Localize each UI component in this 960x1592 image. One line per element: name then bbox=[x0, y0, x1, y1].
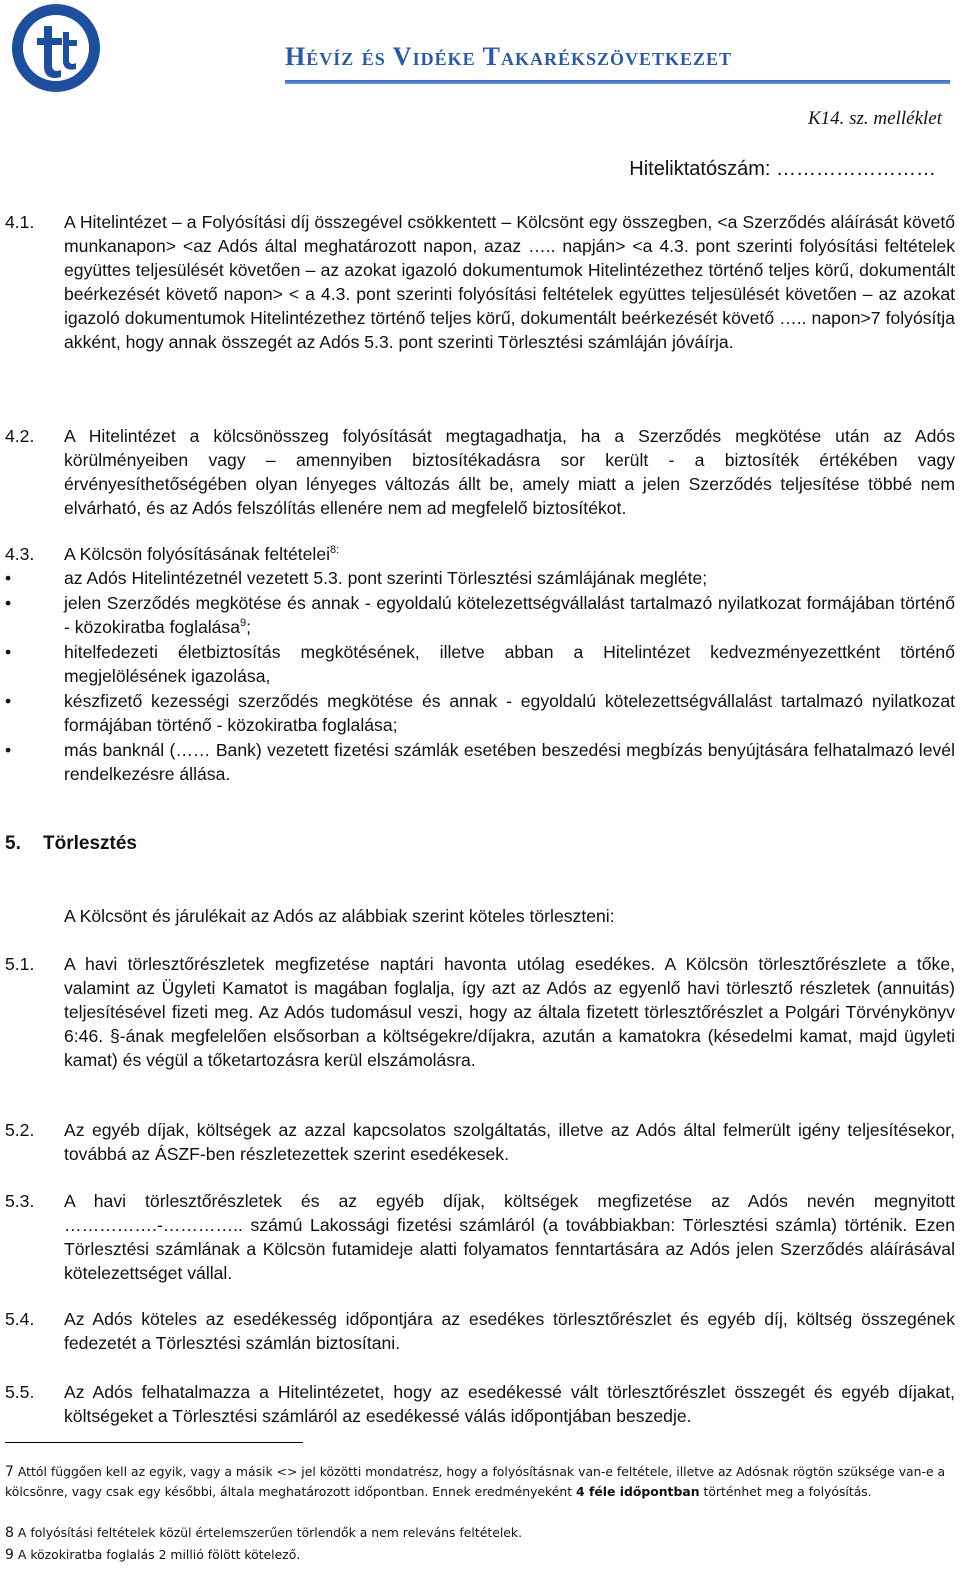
section-5-5 bbox=[5, 1380, 955, 1428]
credit-id-label: Hiteliktatószám: …………………… bbox=[629, 158, 936, 180]
section-text: A havi törlesztőrészletek megfizetése naptári havonta utólag esedékes. A Kölcsön törlesztőrészlete a tőke, valamint az Ügyleti Kamatot is magában foglalja, így azt az Adós az egyenlő havi törlesztő részletek (annuitás) teljesítésével fizeti meg. Az Adós tudomásul veszi, hogy az általa fizetett törlesztőrészlet a Polgári Törvénykönyv 6:46. §-ának megfelelően elsősorban a költségekre/díjakra, azután a kamatokra (késedelmi kamat, majd ügyleti kamat) és végül a tőketartozásra kerül elszámolásra. bbox=[64, 954, 955, 1070]
section-5-4 bbox=[5, 1307, 955, 1355]
section-4-2 bbox=[5, 424, 955, 520]
footnote-ref-9: 9 bbox=[240, 617, 247, 630]
bullet-icon: • bbox=[5, 642, 12, 662]
section-5-1 bbox=[5, 952, 955, 1072]
bullet-icon: • bbox=[5, 740, 12, 760]
footnote-mark: 9 bbox=[5, 1547, 14, 1563]
section-number: 5.3. bbox=[5, 1191, 35, 1211]
section-5-3 bbox=[5, 1189, 955, 1285]
section-5-heading bbox=[5, 832, 137, 856]
bullet-icon: • bbox=[5, 568, 12, 588]
section-number: 5.2. bbox=[5, 1120, 35, 1140]
section-title: A Kölcsön folyósításának feltételei bbox=[64, 544, 331, 564]
list-item: • készfizető kezességi szerződés megkötése és annak - egyoldalú kötelezettségvállalást tartalmazó nyilatkozat formájában történő - közokiratba foglalása; bbox=[5, 691, 955, 735]
annex-label: K14. sz. melléklet bbox=[807, 108, 942, 129]
list-item: • az Adós Hitelintézetnél vezetett 5.3. pont szerinti Törlesztési számlájának megléte; bbox=[5, 568, 708, 588]
bank-logo bbox=[8, 0, 104, 96]
section-text: A Hitelintézet a kölcsönösszeg folyósítását megtagadhatja, ha a Szerződés megkötése után az Adós körülményeiben vagy – amennyiben biztosítékadásra sor került - a biztosíték értékében vagy érvényesíthetőségében olyan lényeges változás állt be, amely miatt a jelen Szerződés teljesítése többé nem elvárható, és az Adós felszólítás ellenére nem ad megfelelő biztosítékot. bbox=[64, 426, 955, 518]
section-4-1 bbox=[5, 210, 955, 354]
bank-name: Hévíz és Vidéke Takarékszövetkezet bbox=[285, 42, 733, 71]
section-text: A Hitelintézet – a Folyósítási díj összegével csökkentett – Kölcsönt egy összegben, <a Szerződés aláírását követő munkanapon> <az Adós által meghatározott napon, azaz ….. napján> <a 4.3. pont szerinti folyósítási feltételek együttes teljesülését követően – az azokat igazoló dokumentumok Hitelintézethez történő teljes körű, dokumentált beérkezését követő napon> < a 4.3. pont szerinti folyósítási feltételek együttes teljesülését követően – az azokat igazoló dokumentumok Hitelintézethez történő teljes körű, dokumentált beérkezését követő ….. napon>7 folyósítja akként, hogy annak összegét az Adós 5.3. pont szerinti Törlesztési számláján jóváírja. bbox=[64, 212, 955, 352]
section-title: Törlesztés bbox=[43, 833, 137, 854]
section-number: 5. bbox=[5, 833, 21, 854]
footnote-mark: 8 bbox=[5, 1525, 14, 1541]
footnote-7: 7 Attól függően kell az egyik, vagy a másik <> jel közötti mondatrész, hogy a folyósításnak van-e feltétele, illetve az Adósnak rögtön szüksége van-e a kölcsönre, vagy csak egy későbbi, általa meghatározott időpontban. Ennek eredményeként 4 féle időpontban történhet meg a folyósítás. bbox=[5, 1464, 946, 1499]
footnote-8: 8 A folyósítási feltételek közül értelemszerűen törlendők a nem releváns feltételek. bbox=[5, 1525, 523, 1541]
footnote-mark: 7 bbox=[5, 1464, 14, 1480]
section-5-2 bbox=[5, 1118, 955, 1166]
section-text: Az egyéb díjak, költségek az azzal kapcsolatos szolgáltatás, illetve az Adós által felmerült igény teljesítésekor, továbbá az ÁSZF-ben részletezettek szerint esedékesek. bbox=[64, 1120, 955, 1164]
section-text: Az Adós köteles az esedékesség időpontjára az esedékes törlesztőrészlet és egyéb díj, költség összegének fedezetét a Törlesztési számlán biztosítani. bbox=[64, 1309, 955, 1353]
section-number: 5.1. bbox=[5, 954, 35, 974]
section-text: A havi törlesztőrészletek és az egyéb díjak, költségek megfizetése az Adós nevén megnyitott …………….-………….. számú Lakossági fizetési számláról (a továbbiakban: Törlesztési számla) történik. Ezen Törlesztési számlának a Kölcsön futamideje alatti folyamatos fenntartására az Adós jelen Szerződés aláírásával kötelezettséget vállal. bbox=[64, 1191, 955, 1283]
list-item: • más banknál (…… Bank) vezetett fizetési számlák esetében beszedési megbízás benyújtására felhatalmazó levél rendelkezésre állása. bbox=[5, 740, 955, 784]
section-number: 4.2. bbox=[5, 426, 35, 446]
bullet-icon: • bbox=[5, 691, 12, 711]
section-text: Az Adós felhatalmazza a Hitelintézetet, hogy az esedékessé vált törlesztőrészlet összegét és egyéb díjakat, költségeket a Törlesztési számláról az esedékessé válás időpontjában beszedje. bbox=[64, 1382, 955, 1426]
section-4-3-heading bbox=[5, 542, 955, 566]
header-rule bbox=[285, 80, 950, 84]
footnote-9: 9 A közokiratba foglalás 2 millió fölött kötelező. bbox=[5, 1547, 301, 1563]
conditions-list bbox=[5, 566, 955, 787]
bullet-icon: • bbox=[5, 593, 12, 613]
section-number: 4.3. bbox=[5, 544, 35, 564]
list-item: • jelen Szerződés megkötése és annak - egyoldalú kötelezettségvállalást tartalmazó nyilatkozat formájában történő - közokiratba foglalása$^9$; bbox=[5, 593, 955, 637]
section-5-intro bbox=[5, 904, 955, 928]
footnote-separator bbox=[5, 1442, 303, 1443]
footnote-ref-8: 8: bbox=[330, 544, 340, 557]
section-number: 5.5. bbox=[5, 1382, 35, 1402]
list-item: • hitelfedezeti életbiztosítás megkötésének, illetve abban a Hitelintézet kedvezményezettként történő megjelölésének igazolása, bbox=[5, 642, 955, 686]
section-number: 5.4. bbox=[5, 1309, 35, 1329]
section-number: 4.1. bbox=[5, 212, 35, 232]
section-text: A Kölcsönt és járulékait az Adós az alábbiak szerint köteles törleszteni: bbox=[64, 906, 615, 926]
